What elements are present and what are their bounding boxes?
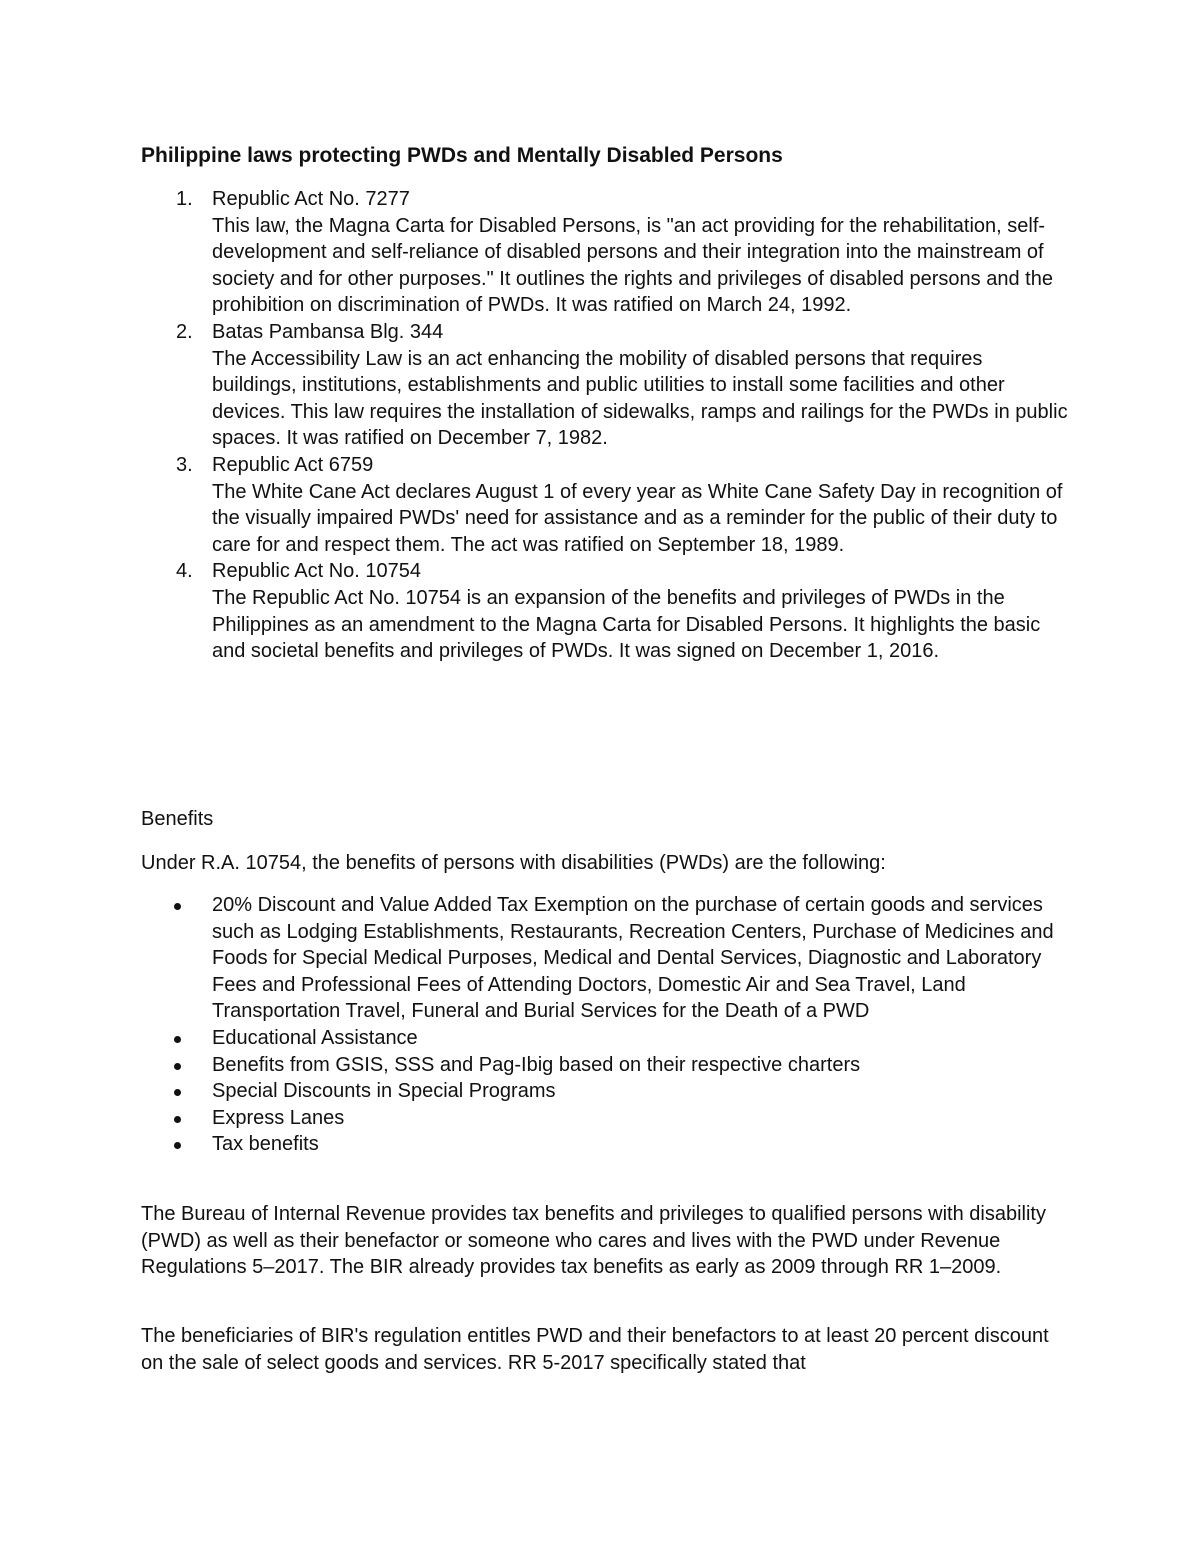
law-number: 4. <box>176 560 193 583</box>
law-item <box>141 186 1071 319</box>
law-title: Republic Act No. 10754 <box>212 560 422 583</box>
law-number: 2. <box>176 320 193 343</box>
law-title: Republic Act No. 7277 <box>212 188 410 210</box>
benefit-item <box>141 1105 1071 1132</box>
benefits-intro: Under R.A. 10754, the benefits of persons with disabilities (PWDs) are the following: <box>141 852 886 874</box>
benefit-text: Benefits from GSIS, SSS and Pag-Ibig based on their respective charters <box>212 1053 861 1076</box>
bullet-icon <box>174 1089 181 1096</box>
benefits-heading: Benefits <box>141 808 214 830</box>
benefit-item <box>141 892 1071 1025</box>
beneficiaries-paragraph: The beneficiaries of BIR's regulation entitles PWD and their benefactors to at least 20 percent discount on the sale of select goods and services. RR 5-2017 specifically stated that <box>141 1325 1049 1374</box>
bullet-icon <box>174 1036 181 1043</box>
benefit-item <box>141 1052 1071 1079</box>
bullet-icon <box>174 903 181 910</box>
benefit-item <box>141 1078 1071 1105</box>
law-description: The White Cane Act declares August 1 of every year as White Cane Safety Day in recognition of the visually impaired PWDs' need for assistance and as a reminder for the public of their duty to care for and respect them. The act was ratified on September 18, 1989. <box>212 480 1063 556</box>
document-title: Philippine laws protecting PWDs and Mentally Disabled Persons <box>141 144 783 167</box>
law-title: Batas Pambansa Blg. 344 <box>212 320 444 343</box>
law-item <box>141 558 1071 664</box>
benefit-text: Special Discounts in Special Programs <box>212 1080 556 1103</box>
benefit-text: Educational Assistance <box>212 1026 418 1049</box>
bullet-icon <box>174 1063 181 1070</box>
benefits-list <box>141 892 1071 1158</box>
benefit-item <box>141 1025 1071 1052</box>
benefit-text: Tax benefits <box>212 1133 319 1156</box>
law-description: The Republic Act No. 10754 is an expansion of the benefits and privileges of PWDs in the Philippines as an amendment to the Magna Carta for Disabled Persons. It highlights the basic and societal benefits and privileges of PWDs. It was signed on December 1, 2016. <box>212 586 1041 663</box>
law-item <box>141 452 1071 558</box>
benefit-item <box>141 1131 1071 1158</box>
bir-paragraph: The Bureau of Internal Revenue provides tax benefits and privileges to qualified persons with disability (PWD) as well as their benefactor or someone who cares and lives with the PWD under Revenue Regulations 5–2017. The BIR already provides tax benefits as early as 2009 through RR 1–2009. <box>141 1203 1046 1279</box>
laws-list <box>141 186 1071 665</box>
law-description: The Accessibility Law is an act enhancing the mobility of disabled persons that requires buildings, institutions, establishments and public utilities to install some facilities and other devices. This law requires the installation of sidewalks, ramps and railings for the PWDs in public spaces. It was ratified on December 7, 1982. <box>212 347 1068 450</box>
law-item <box>141 319 1071 452</box>
benefit-text: Express Lanes <box>212 1106 345 1129</box>
law-number: 3. <box>176 453 193 476</box>
law-description: This law, the Magna Carta for Disabled Persons, is "an act providing for the rehabilitation, self-development and self-reliance of disabled persons and their integration into the mainstream of society and for other purposes." It outlines the rights and privileges of disabled persons and the prohibition on discrimination of PWDs. It was ratified on March 24, 1992. <box>212 214 1053 317</box>
benefit-text: 20% Discount and Value Added Tax Exemption on the purchase of certain goods and services such as Lodging Establishments, Restaurants, Recreation Centers, Purchase of Medicines and Foods for Special Medical Purposes, Medical and Dental Services, Diagnostic and Laboratory Fees and Professional Fees of Attending Doctors, Domestic Air and Sea Travel, Land Transportation Travel, Funeral and Burial Services for the Death of a PWD <box>212 894 1054 1023</box>
bullet-icon <box>174 1142 181 1149</box>
law-number: 1. <box>176 188 193 210</box>
bullet-icon <box>174 1116 181 1123</box>
law-title: Republic Act 6759 <box>212 453 374 476</box>
